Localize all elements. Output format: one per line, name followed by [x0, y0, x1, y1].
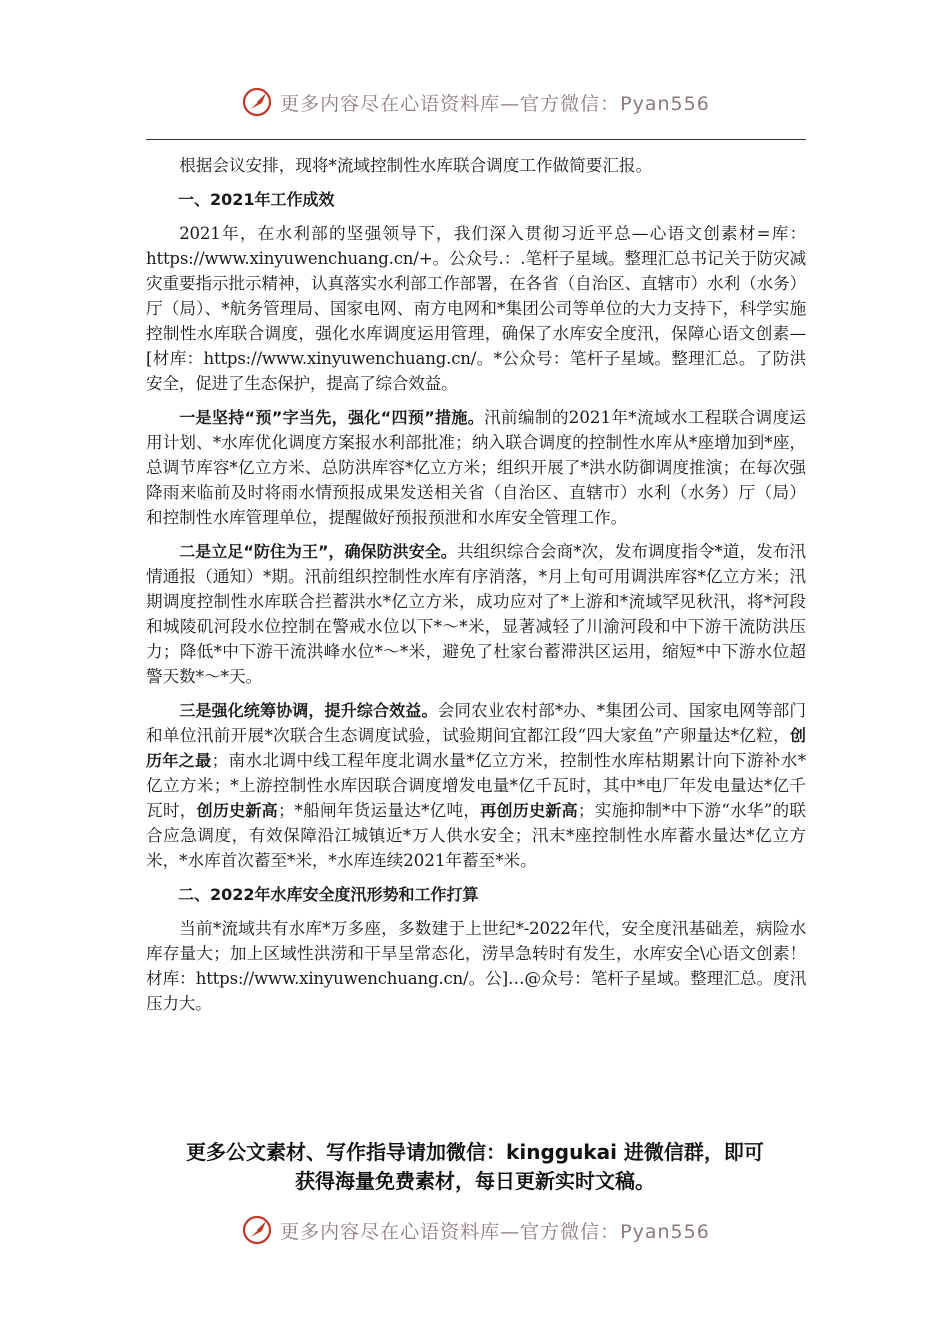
intro-paragraph: 根据会议安排，现将*流域控制性水库联合调度工作做简要汇报。	[179, 156, 653, 175]
point-3-text-d: ；*船闸年货运量达*亿吨，	[277, 801, 481, 820]
footer-banner	[0, 1210, 950, 1250]
paragraph-outlook: 当前*流域共有水库*万多座，多数建于上世纪*-2022年代，安全度汛基础差，病险水库存量大；加上区域性洪涝和干旱呈常态化，涝旱急转时有发生，水库安全\心语文创素！材库：https://www.xinyuwenchuang.cn/。公]…@众号：笔杆子星域。整理汇总。度汛压力大。	[146, 919, 806, 1013]
point-3-text-a: 会同农业农村部*办、*集团公司、国家电网等部门和单位汛前开展*次联合生态调度试验，试验期间宜都江段“四大家鱼”产卵量达*亿粒，	[146, 701, 806, 745]
section-heading-2: 二、2022年水库安全度汛形势和工作打算	[178, 885, 479, 904]
banner-text: 更多内容尽在心语资料库—官方微信：Pyan556	[280, 1220, 710, 1243]
header-banner	[0, 82, 950, 122]
promo-footer-note	[120, 1138, 830, 1196]
point-3-lead: 三是强化统筹协调，提升综合效益。	[179, 701, 438, 720]
paragraph-point-2	[146, 539, 806, 689]
point-2-text: 共组织综合会商*次，发布调度指令*道，发布汛情通报（通知）*期。汛前组织控制性水库有序消落，*月上旬可用调洪库容*亿立方米；汛期调度控制性水库联合拦蓄洪水*亿立方米，成功应对了*上游和*流域罕见秋汛，将*河段和城陵矶河段水位控制在警戒水位以下*～*米，显著减轻了川渝河段和中下游干流防洪压力；降低*中下游干流洪峰水位*～*米，避免了杜家台蓄滞洪区运用，缩短*中下游水位超警天数*～*天。	[146, 542, 806, 686]
paragraph-achievements: 2021年，在水利部的坚强领导下，我们深入贯彻习近平总—心语文创素材=库：https://www.xinyuwenchuang.cn/+。公众号.：.笔杆子星域。整理汇总书记关于防灾减灾重要指示批示精神，认真落实水利部工作部署，在各省（自治区、直辖市）水利（水务）厅（局）、*航务管理局、国家电网、南方电网和*集团公司等单位的大力支持下，科学实施控制性水库联合调度，强化水库调度运用管理，确保了水库安全度汛，保障心语文创素—[材库：https://www.xinyuwenchuang.cn/。*公众号：笔杆子星域。整理汇总。了防洪安全，促进了生态保护，提高了综合效益。	[146, 224, 806, 393]
point-3-text-e: ；实施抑制*中下游“水华”的联合应急调度，有效保障沿江城镇近*万人供水安全；汛末*座控制性水库蓄水量达*亿立方米，*水库首次蓄至*米，*水库连续2021年蓄至*米。	[146, 801, 806, 870]
promo-line-2: 获得海量免费素材，每日更新实时文稿。	[295, 1169, 655, 1193]
promo-line-1: 更多公文素材、写作指导请加微信：kinggukai 进微信群，即可	[186, 1140, 764, 1164]
paragraph-point-3	[146, 698, 806, 873]
quill-pen-logo-icon	[240, 1213, 274, 1247]
header-divider	[146, 139, 806, 140]
point-1-text: 汛前编制的2021年*流域水工程联合调度运用计划、*水库优化调度方案报水利部批准；纳入联合调度的控制性水库从*座增加到*座，总调节库容*亿立方米、总防洪库容*亿立方米；组织开展了*洪水防御调度推演；在每次强降雨来临前及时将雨水情预报成果发送相关省（自治区、直辖市）水利（水务）厅（局）和控制性水库管理单位，提醒做好预报预泄和水库安全管理工作。	[146, 408, 806, 527]
point-2-lead: 二是立足“防住为王”，确保防洪安全。	[179, 542, 457, 561]
document-body	[146, 153, 806, 1016]
point-3-text-c: ；南水北调中线工程年度北调水量*亿立方米，控制性水库枯期累计向下游补水*亿立方米；*上游控制性水库因联合调度增发电量*亿千瓦时，其中*电厂年发电量达*亿千瓦时，	[146, 751, 806, 820]
quill-pen-logo-icon	[240, 85, 274, 119]
point-1-lead: 一是坚持“预”字当先，强化“四预”措施。	[179, 408, 485, 427]
highlight-record-3: 再创历史新高	[480, 801, 578, 820]
highlight-record-2: 创历史新高	[196, 801, 278, 820]
paragraph-point-1	[146, 405, 806, 530]
banner-text: 更多内容尽在心语资料库—官方微信：Pyan556	[280, 92, 710, 115]
section-heading-1: 一、2021年工作成效	[178, 190, 335, 209]
highlight-record-1: 创历年之最	[146, 726, 806, 770]
